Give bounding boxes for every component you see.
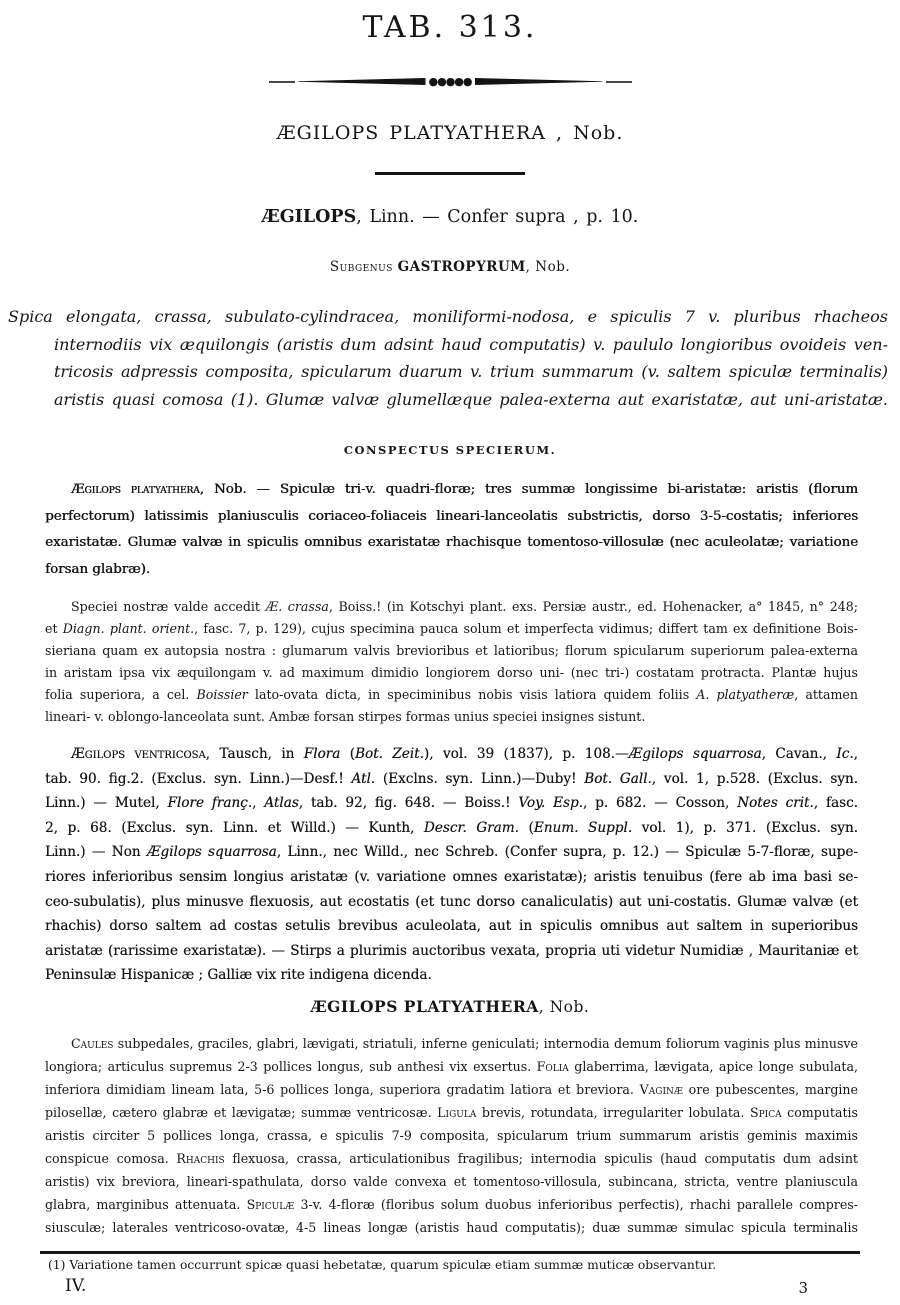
text-line: glabra, marginibus attenuata. Spiculæ 3-v. 4-floræ (floribus solum duobus inferioribus perfectis), rhachi parallele compres- bbox=[45, 1197, 858, 1212]
subgenus-line: Subgenus GASTROPYRUM, Nob. bbox=[329, 259, 571, 275]
text-line: conspicue comosa. Rhachis flexuosa, crassa, articulationibus fragilibus; internodia spiculis (haud computatis dum adsint bbox=[45, 1151, 858, 1166]
text-line: lineari- v. oblongo-lanceolata sunt. Ambæ forsan stirpes formas unius speciei insignes sistunt. bbox=[45, 709, 646, 724]
species-heading: ÆGILOPS PLATYATHERA, Nob. bbox=[310, 997, 590, 1016]
description-paragraph bbox=[45, 1032, 858, 1239]
genus-reference-line: ÆGILOPS, Linn. — Confer supra , p. 10. bbox=[261, 207, 639, 227]
ornament-taper-right bbox=[475, 78, 603, 85]
text-line: Linn.) — Non Ægilops squarrosa, Linn., nec Willd., nec Schreb. (Confer supra, p. 12.) — Spiculæ 5-7-floræ, supe- bbox=[45, 844, 858, 861]
text-line: siusculæ; laterales ventricoso-ovatæ, 4-5 lineas longæ (aristis haud computatis); duæ summæ simulac spicula terminalis bbox=[45, 1220, 858, 1235]
plate-number: TAB. 313. bbox=[362, 10, 538, 45]
text-line: Ægilops ventricosa, Tausch, in Flora (Bot. Zeit.), vol. 39 (1837), p. 108.—Ægilops squarrosa, Cavan., Ic., bbox=[71, 746, 858, 762]
text-line: 2, p. 68. (Exclus. syn. Linn. et Willd.) — Kunth, Descr. Gram. (Enum. Suppl. vol. 1), p. 371. (Exclus. syn. bbox=[45, 819, 859, 836]
text-line: aristis circiter 5 pollices longa, crassa, e spiculis 7-9 composita, spicularum trium summarum aristis geminis maximis bbox=[45, 1128, 858, 1143]
text-line: longiora; articulus supremus 2-3 pollices longus, sub anthesi vix exsertus. Folia glaberrima, lævigata, apice longe subulata, bbox=[45, 1059, 858, 1074]
ornament-rule bbox=[0, 75, 900, 88]
text-line: Ægilops platyathera, Nob. — Spiculæ tri-v. quadri-floræ; tres summæ longissime bi-aristatæ: aristis (florum bbox=[71, 482, 858, 497]
text-line: et Diagn. plant. orient., fasc. 7, p. 129), cujus specimina pauca solum et imperfecta vidimus; differt tam ex definitione Bois- bbox=[45, 621, 858, 636]
text-line: forsan glabræ). bbox=[45, 561, 151, 577]
text-line: perfectorum) latissimis planiusculis coriaceo-foliaceis lineari-lanceolatis substrictis, dorso 3-5-costatis; inferiores bbox=[45, 508, 858, 524]
text-line: rhachis) dorso saltem ad costas setulis brevibus aculeolata, aut in spiculis omnibus aut saltem in superioribus bbox=[45, 918, 858, 935]
text-line: folia superiora, a cel. Boissier lato-ovata dicta, in speciminibus nobis visis latiora quidem foliis A. platyatheræ, attamen bbox=[45, 687, 858, 702]
text-line: ceo-subulatis), plus minusve flexuosis, aut ecostatis (et tunc dorso canaliculatis) aut uni-costatis. Glumæ valvæ (et bbox=[45, 893, 858, 910]
text-line: tricosis adpressis composita, spicularum duarum v. trium summarum (v. saltem spiculæ terminalis) bbox=[54, 362, 888, 381]
ornament-end-dash bbox=[606, 81, 632, 83]
text-line: Peninsulæ Hispanicæ ; Galliæ vix rite indigena dicenda. bbox=[45, 967, 432, 984]
footnote: (1) Variatione tamen occurrunt spicæ quasi hebetatæ, quarum spiculæ etiam summæ muticæ observantur. bbox=[48, 1258, 717, 1272]
text-line: tab. 90. fig.2. (Exclus. syn. Linn.)—Desf.! Atl. (Exclns. syn. Linn.)—Duby! Bot. Gall., vol. 1, p.528. (Exclus. syn. bbox=[45, 770, 859, 787]
conspectus-paragraph bbox=[45, 477, 858, 583]
text-line: Caules subpedales, graciles, glabri, lævigati, striatuli, inferne geniculati; internodia demum foliorum vaginis plus minusve bbox=[71, 1036, 858, 1051]
observation-paragraph bbox=[45, 596, 858, 728]
text-line: in aristam ipsa vix æquilongam v. ad maximum dimidio longiorem dorso uni- (nec tri-) costatam protracta. Plantæ hujus bbox=[45, 665, 858, 680]
text-line: Spica elongata, crassa, subulato-cylindracea, moniliformi-nodosa, e spiculis 7 v. pluribus rhacheos bbox=[8, 307, 888, 326]
text-line: exaristatæ. Glumæ valvæ in spiculis omnibus exaristatæ rhachisque tomentoso-villosulæ (nec aculeolatæ; variatione bbox=[45, 535, 858, 550]
diagnosis-paragraph bbox=[8, 303, 888, 413]
text-line: pilosellæ, cætero glabræ et lævigatæ; summæ ventricosæ. Ligula brevis, rotundata, irregulariter lobulata. Spica computatis bbox=[45, 1105, 859, 1120]
text-line: Speciei nostræ valde accedit Æ. crassa, Boiss.! (in Kotschyi plant. exs. Persiæ austr., ed. Hohenacker, a° 1845, n° 248; bbox=[71, 599, 858, 614]
text-line: aristis quasi comosa (1). Glumæ valvæ glumellæque palea-externa aut exaristatæ, aut uni-aristatæ. bbox=[54, 389, 888, 409]
text-line: aristis) vix breviora, lineari-spathulata, dorso valde convexa et tomentoso-villosula, subincana, stricta, ventre planiuscula bbox=[45, 1174, 858, 1189]
text-line: inferiora dimidiam lineam lata, 5-6 pollices longa, superiora gradatim latiora et breviora. Vaginæ ore pubescentes, margine bbox=[45, 1082, 858, 1097]
text-line: sieriana quam ex autopsia nostra : glumarum valvis brevioribus et latioribus; florum spicularum superiorum palea-externa bbox=[45, 643, 858, 658]
page-number: 3 bbox=[798, 1279, 808, 1297]
divider-rule bbox=[375, 172, 525, 175]
text-line: Linn.) — Mutel, Flore franç., Atlas, tab. 92, fig. 648. — Boiss.! Voy. Esp., p. 682. — Cosson, Notes crit., fasc. bbox=[45, 795, 858, 812]
text-line: aristatæ (rarissime exaristatæ). — Stirps a plurimis auctoribus vexata, propria uti videtur Numidiæ , Mauritaniæ et bbox=[45, 942, 858, 959]
text-line: riores inferioribus sensim longius aristatæ (v. variatione omnes exaristatæ); aristis tenuibus (fere ab ima basi se- bbox=[45, 868, 858, 885]
synonymy-paragraph bbox=[45, 742, 858, 988]
conspectus-heading: CONSPECTUS SPECIERUM. bbox=[343, 443, 557, 457]
ornament-end-dash bbox=[269, 81, 295, 83]
ornament-dots: ●●●●● bbox=[428, 75, 472, 88]
text-line: internodiis vix æquilongis (aristis dum adsint haud computatis) v. paululo longioribus ovoideis ven- bbox=[54, 334, 888, 354]
species-title: ÆGILOPS PLATYATHERA , Nob. bbox=[276, 122, 624, 144]
ornament-taper-left bbox=[298, 78, 426, 85]
footnote-rule bbox=[40, 1251, 860, 1254]
signature-mark: IV. bbox=[65, 1276, 87, 1296]
